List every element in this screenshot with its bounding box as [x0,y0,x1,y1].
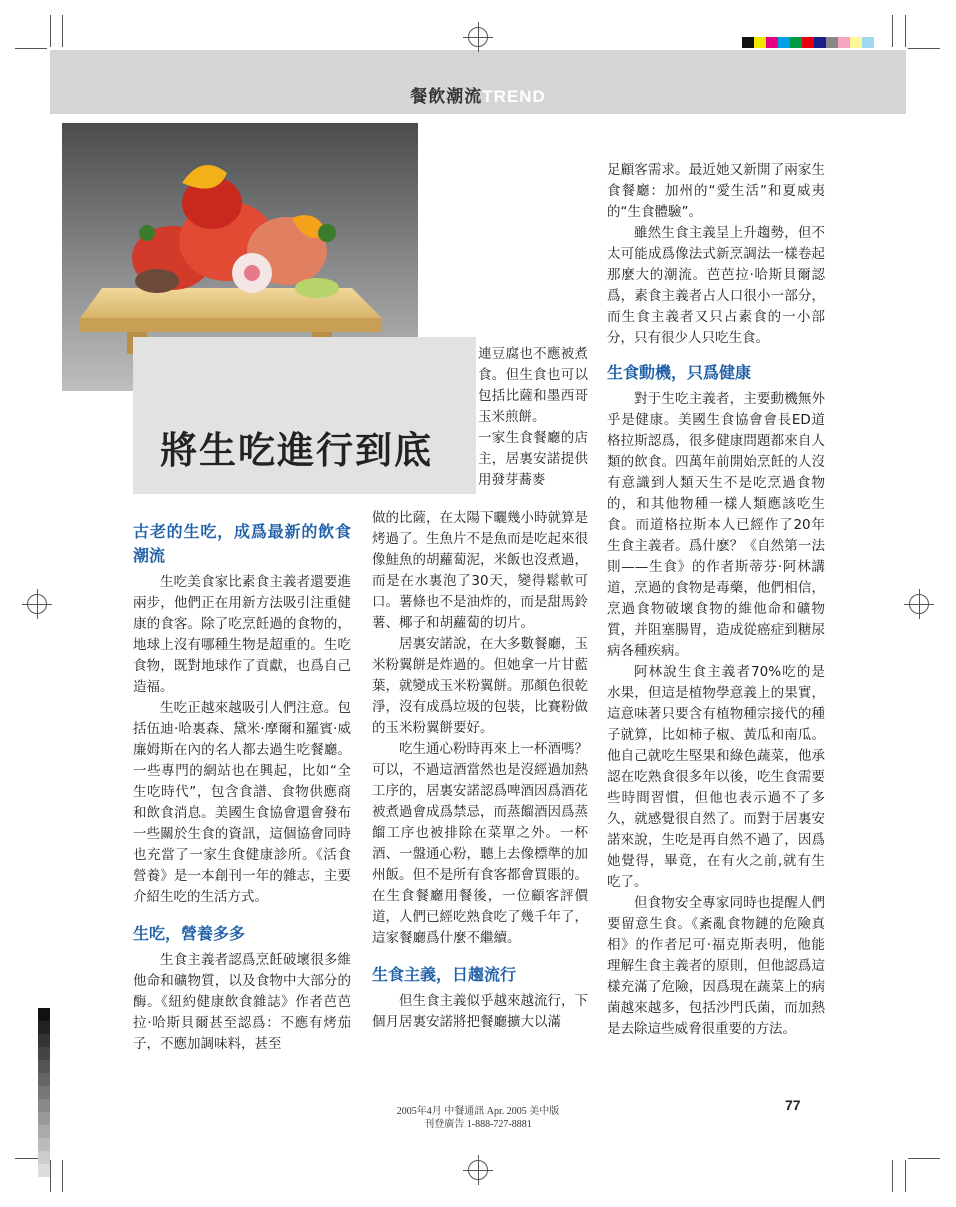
paragraph: 生吃美食家比素食主義者還要進兩步，他們正在用新方法吸引注重健康的食客。除了吃烹飪過的食物的，地球上沒有哪種生物是超重的。生吃食物，既對地球作了貢獻，也爲自己造福。 [133,574,351,695]
color-swatch [850,37,862,48]
wrap-text [478,344,588,491]
article-title: 將生吃進行到底 [160,429,433,472]
paragraph: 但生食主義似乎越來越流行，下個月居裏安諾將把餐廳擴大以滿 [372,993,588,1030]
section-heading: 生食主義，日趨流行 [372,965,517,984]
color-swatch [790,37,802,48]
color-swatch [778,37,790,48]
color-swatch [766,37,778,48]
paragraph: 對于生吃主義者，主要動機無外乎是健康。美國生食協會會長ED道格拉斯認爲，很多健康問題都來自人類的飲食。四萬年前開始烹飪的人沒有意識到人類天生不是吃烹過食物的，和其他物種一樣人類應該吃生食。而道格拉斯本人已經作了20年生食主義者。爲什麽？《自然第一法則——生食》的作者斯蒂芬·阿林講道，烹過的食物是毒藥，他們相信，烹過食物破壞食物的維他命和礦物質，并阻塞腸胃，造成從癌症到糖尿病各種疾病。 [607,391,825,659]
gray-swatch [38,1034,50,1047]
section-heading: 生吃，營養多多 [133,924,246,943]
page-number: 77 [785,1097,801,1113]
registration-mark-right [909,594,929,614]
paragraph: 阿林說生食主義者70%吃的是水果，但這是植物學意義上的果實，這意味著只要含有植物種宗接代的種子就算，比如柿子椒、黃瓜和南瓜。他自己就吃生堅果和綠色蔬菜，他承認在吃熟食很多年以後，吃生食需要些時間習慣，但他也表示過不了多久，就感覺很自然了。而對于居裏安諾來說，生吃是再自然不過了，因爲她覺得，畢竟，在有火之前,就有生吃了。 [607,664,825,890]
gray-swatch [38,1138,50,1151]
footer [0,1105,956,1131]
gray-swatch [38,1151,50,1164]
paragraph: 居裏安諾說，在大多數餐廳，玉米粉翼餅是炸過的。但她拿一片甘藍葉，就變成玉米粉翼餅。那顏色很乾淨，沒有成爲垃圾的包裝，比賽粉做的玉米粉翼餅要好。 [372,636,588,736]
gray-swatch [38,1060,50,1073]
section-title-en: TREND [482,87,546,106]
column-1 [133,512,351,1055]
grayscale-strip [38,1008,50,1177]
color-swatch [826,37,838,48]
paragraph: 生食主義者認爲烹飪破壞很多維他命和礦物質，以及食物中大部分的酶。《紐約健康飲食雜誌》作者芭芭拉·哈斯貝爾甚至認爲：不應有烤茄子，不應加調味料，甚至 [133,952,351,1052]
color-swatch [838,37,850,48]
gray-swatch [38,1086,50,1099]
color-swatch [814,37,826,48]
registration-mark-bottom [468,1160,488,1180]
registration-mark-left [27,594,47,614]
section-heading: 生食動機，只爲健康 [607,363,752,382]
paragraph: 吃生通心粉時再來上一杯酒嗎？可以，不過這酒當然也是沒經過加熱工序的，居裏安諾認爲啤酒因爲酒花被煮過會成爲禁忌，而蒸餾酒因爲蒸餾工序也被排除在菜單之外。一杯酒、一盤通心粉，聽上去像標準的加州飯。但不是所有食客都會買賬的。在生食餐廳用餐後，一位顧客評價道，人們已經吃熟食吃了幾千年了，這家餐廳爲什麼不繼續。 [372,741,588,946]
wrap-paragraph: 一家生食餐廳的店主，居裏安諾提供用發芽蕎麥 [478,430,588,488]
gray-swatch [38,1073,50,1086]
color-swatch [862,37,874,48]
footer-line-1: 2005年4月 中餐通訊 Apr. 2005 美中版 [396,1106,560,1117]
footer-line-2: 刊登廣告 1-888-727-8881 [424,1119,532,1130]
column-2 [372,508,588,1033]
gray-swatch [38,1164,50,1177]
section-title [0,82,956,107]
registration-mark-top [468,27,488,47]
color-swatch [742,37,754,48]
gray-swatch [38,1021,50,1034]
paragraph: 生吃正越來越吸引人們注意。包括伍迪·哈裏森、黛米·摩爾和羅賓·威廉姆斯在內的名人都去過生吃餐廳。一些專門的網站也在興起，比如“全生吃時代”，包含食譜、食物供應商和飲食消息。美國生食協會還會發布一些關於生食的資訊，這個協會同時也充當了一家生食健康診所。《活食營養》是一本創刊一年的雜志，主要介紹生吃的生活方式。 [133,700,351,905]
wrap-paragraph: 連豆腐也不應被煮食。但生食也可以包括比薩和墨西哥玉米煎餅。 [478,346,588,425]
paragraph: 但食物安全專家同時也提醒人們要留意生食。《紊亂食物鏈的危險真相》的作者尼可·福克斯表明，他能理解生食主義者的原則，但他認爲這樣充滿了危險，因爲現在蔬菜上的病菌越來越多，包括沙門氏菌，而加熱是去除這些威脅很重要的方法。 [607,895,825,1037]
paragraph: 做的比薩，在太陽下曬幾小時就算是烤過了。生魚片不是魚而是吃起來很像鮭魚的胡蘿蔔泥，米飯也沒煮過，而是在水裏泡了30天，變得鬆軟可口。薯條也不是油炸的，而是甜馬鈴薯、椰子和胡蘿蔔的切片。 [372,510,588,631]
paragraph: 雖然生食主義呈上升趨勢，但不太可能成爲像法式新烹調法一樣卷起那麼大的潮流。芭芭拉·哈斯貝爾認爲，素食主義者占人口很小一部分，而生食主義者又只占素食的一小部分，只有很少人只吃生食。 [607,225,825,346]
gray-swatch [38,1008,50,1021]
color-swatch [802,37,814,48]
column-3 [607,160,825,1040]
print-color-bar [742,37,874,48]
gray-swatch [38,1047,50,1060]
color-swatch [754,37,766,48]
paragraph: 足顧客需求。最近她又新開了兩家生食餐廳：加州的“愛生活”和夏威夷的“生食體驗”。 [607,162,825,220]
section-heading: 古老的生吃，成爲最新的飲食潮流 [133,522,351,565]
section-title-cn: 餐飲潮流 [410,87,483,107]
